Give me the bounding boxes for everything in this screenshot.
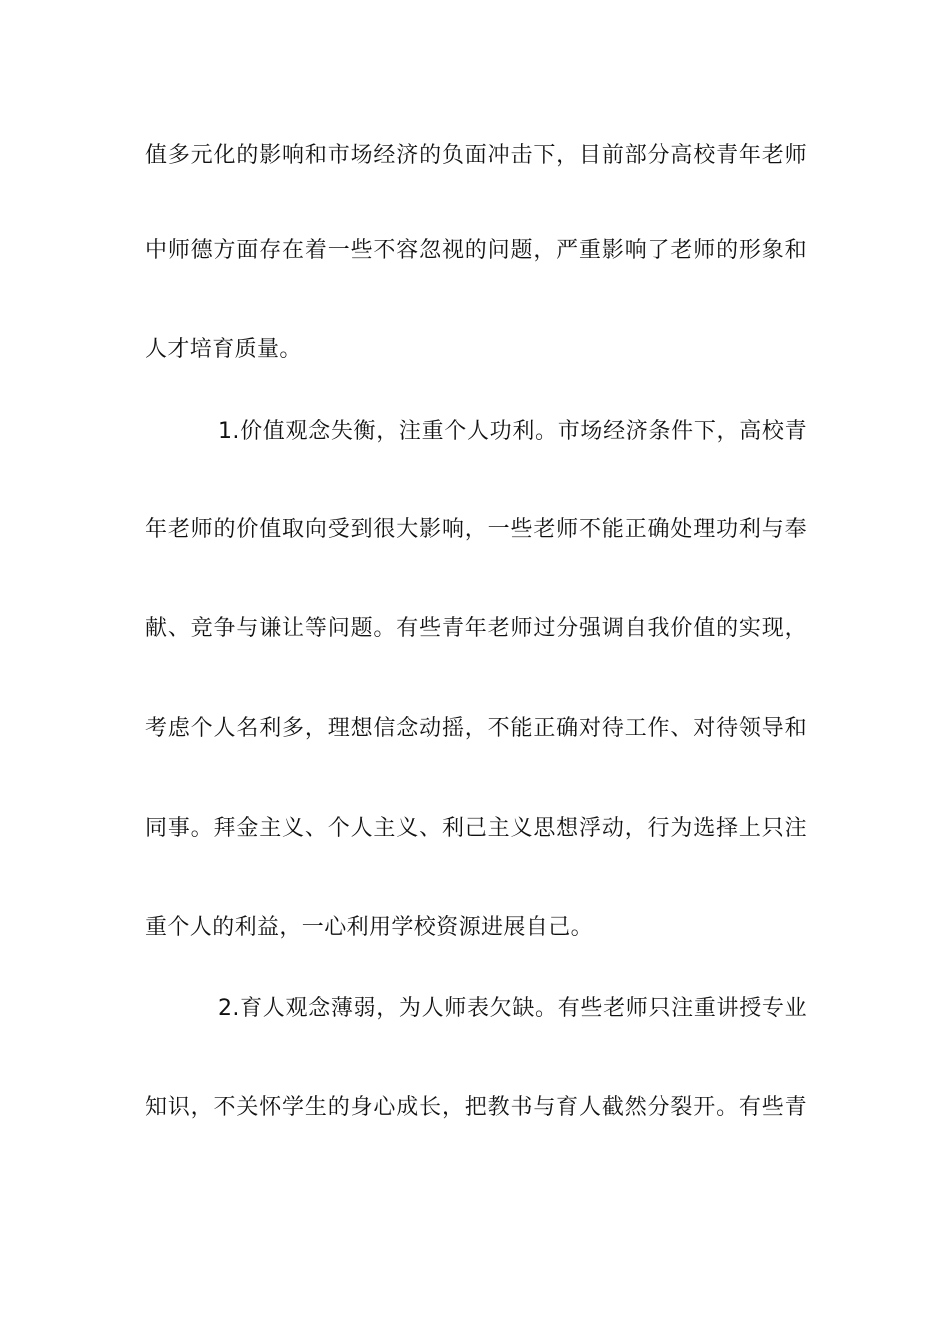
paragraph-2-first-line: 2.育人观念薄弱，为人师表欠缺。有些老师只注重讲授专业 bbox=[218, 996, 807, 1021]
text-line: 年老师的价值取向受到很大影响，一些老师不能正确处理功利与奉 bbox=[145, 517, 807, 542]
text-line: 值多元化的影响和市场经济的负面冲击下，目前部分高校青年老师 bbox=[145, 143, 807, 168]
text-line: 献、竞争与谦让等问题。有些青年老师过分强调自我价值的实现， bbox=[145, 616, 807, 641]
paragraph-1-first-line: 1.价值观念失衡，注重个人功利。市场经济条件下，高校青 bbox=[218, 419, 807, 444]
text-line: 重个人的利益，一心利用学校资源进展自己。 bbox=[145, 915, 594, 940]
text-line: 同事。拜金主义、个人主义、利己主义思想浮动，行为选择上只注 bbox=[145, 816, 807, 841]
text-line: 考虑个人名利多，理想信念动摇，不能正确对待工作、对待领导和 bbox=[145, 716, 807, 741]
text-line: 知识，不关怀学生的身心成长，把教书与育人截然分裂开。有些青 bbox=[145, 1095, 807, 1120]
text-line: 人才培育质量。 bbox=[145, 337, 302, 362]
text-line: 中师德方面存在着一些不容忽视的问题，严重影响了老师的形象和 bbox=[145, 238, 807, 263]
